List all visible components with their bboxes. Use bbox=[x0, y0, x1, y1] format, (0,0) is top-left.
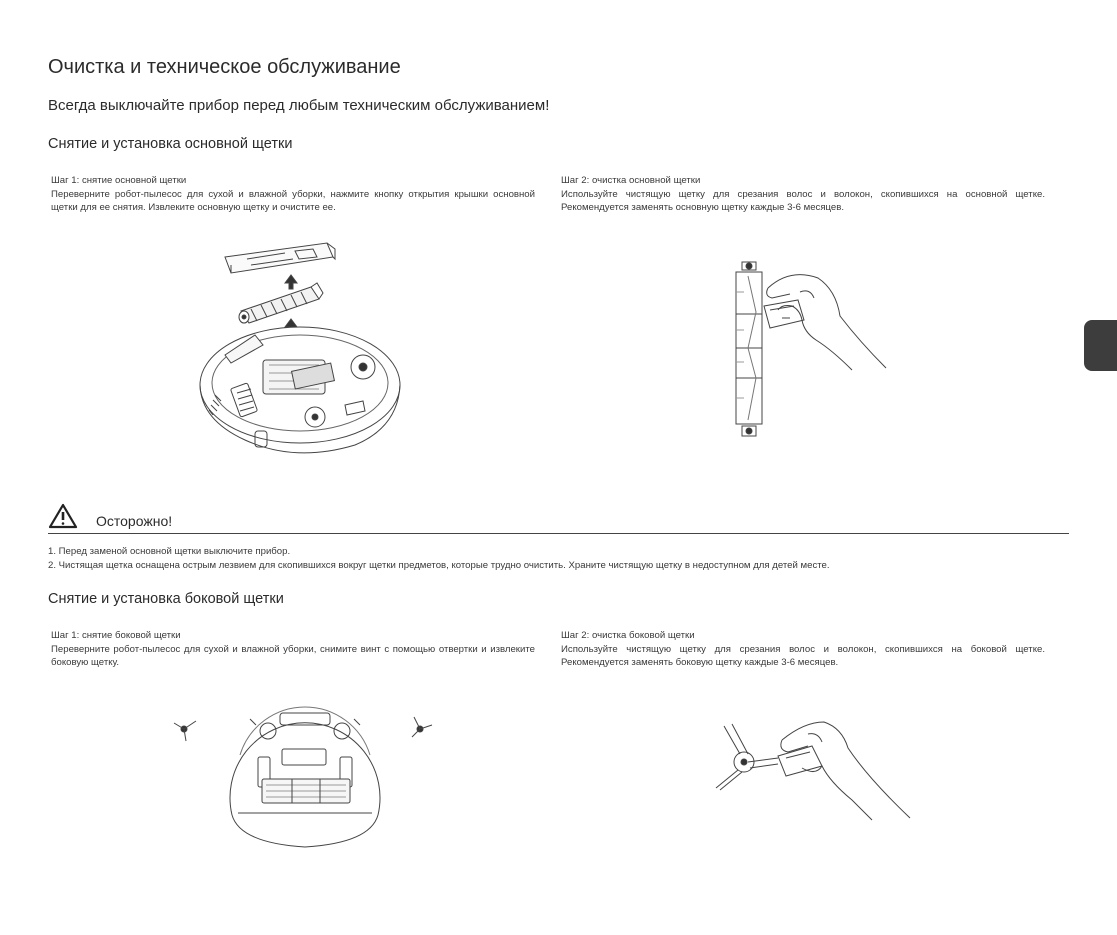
side-brush-step1-title: Шаг 1: снятие боковой щетки bbox=[51, 630, 181, 641]
side-page-tab bbox=[1084, 320, 1117, 371]
main-brush-step2-text: Используйте чистящую щетку для срезания волос и волокон, скопившихся на основной щетке. Рекомендуется заменять основную щетку каждые 3-6 месяцев. bbox=[561, 188, 1045, 214]
side-brush-step1 bbox=[51, 629, 535, 670]
main-brush-step1 bbox=[51, 174, 535, 215]
side-brush-heading: Снятие и установка боковой щетки bbox=[48, 591, 284, 607]
caution-divider bbox=[48, 533, 1069, 534]
main-brush-heading: Снятие и установка основной щетки bbox=[48, 136, 293, 152]
side-brush-step2-text: Используйте чистящую щетку для срезания волос и волокон, скопившихся на боковой щетке. Рекомендуется заменять боковую щетку каждые 3-6 месяцев. bbox=[561, 643, 1045, 669]
caution-note-2: 2. Чистящая щетка оснащена острым лезвием для скопившихся вокруг щетки предметов, которые трудно очистить. Храните чистящую щетку в недоступном для детей месте. bbox=[48, 560, 830, 571]
side-brush-step2 bbox=[561, 629, 1045, 670]
side-brush-step1-text: Переверните робот-пылесос для сухой и влажной уборки, снимите винт с помощью отвертки и извлеките боковую щетку. bbox=[51, 643, 535, 669]
main-brush-step2-title: Шаг 2: очистка основной щетки bbox=[561, 175, 701, 186]
caution-title: Осторожно! bbox=[96, 513, 173, 529]
caution-note-1: 1. Перед заменой основной щетки выключите прибор. bbox=[48, 546, 291, 557]
maintenance-warning: Всегда выключайте прибор перед любым техническим обслуживанием! bbox=[48, 97, 550, 114]
warning-triangle-icon bbox=[48, 503, 78, 529]
main-brush-cleaning-illustration bbox=[720, 258, 890, 448]
side-brush-step2-title: Шаг 2: очистка боковой щетки bbox=[561, 630, 695, 641]
robot-side-brush-removal-illustration bbox=[170, 695, 440, 850]
main-brush-step1-title: Шаг 1: снятие основной щетки bbox=[51, 175, 187, 186]
page-title: Очистка и техническое обслуживание bbox=[48, 56, 401, 78]
side-brush-cleaning-illustration bbox=[712, 718, 912, 823]
robot-main-brush-removal-illustration bbox=[195, 235, 415, 465]
main-brush-step1-text: Переверните робот-пылесос для сухой и влажной уборки, нажмите кнопку открытия крышки основной щетки для ее снятия. Извлеките основную щетку и очистите ее. bbox=[51, 188, 535, 214]
main-brush-step2 bbox=[561, 174, 1045, 215]
